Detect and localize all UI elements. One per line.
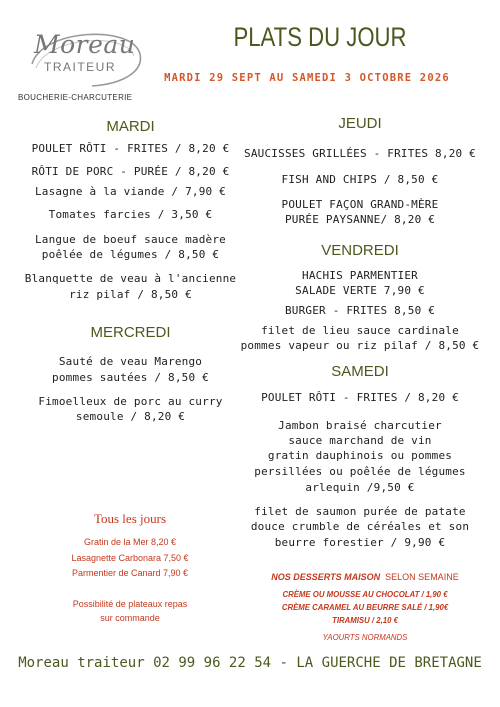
dessert-item: CRÈME CARAMEL AU BEURRE SALÉ / 1,90€ bbox=[281, 603, 449, 612]
dish: pommes sautées / 8,50 € bbox=[52, 371, 209, 384]
dish: POULET RÔTI - FRITES / 8,20 € bbox=[261, 391, 459, 404]
dish: PURÉE PAYSANNE/ 8,20 € bbox=[284, 213, 436, 226]
dish: POULET FAÇON GRAND-MÈRE bbox=[281, 198, 439, 211]
desserts-subtitle: SELON SEMAINE bbox=[385, 572, 459, 582]
dish: SAUCISSES GRILLÉES - FRITES 8,20 € bbox=[244, 147, 476, 160]
logo-tagline: BOUCHERIE-CHARCUTERIE bbox=[18, 93, 133, 102]
dish: douce crumble de céréales et son bbox=[250, 520, 470, 533]
dish: POULET RÔTI - FRITES / 8,20 € bbox=[31, 142, 230, 155]
day-heading-mercredi: MERCREDI bbox=[90, 324, 171, 341]
dish: riz pilaf / 8,50 € bbox=[69, 288, 192, 301]
dessert-extra: YAOURTS NORMANDS bbox=[322, 633, 408, 642]
footer-contact: Moreau traiteur 02 99 96 22 54 - LA GUERCHE DE BRETAGNE bbox=[18, 655, 482, 671]
dish: Lasagne à la viande / 7,90 € bbox=[34, 185, 227, 198]
dessert-item: CRÈME OU MOUSSE AU CHOCOLAT / 1,90 € bbox=[282, 590, 448, 599]
dish: filet de saumon purée de patate bbox=[254, 505, 466, 518]
page-title: PLATS DU JOUR bbox=[233, 22, 407, 52]
dish: beurre forestier / 9,90 € bbox=[274, 536, 446, 549]
dish: BURGER - FRITES 8,50 € bbox=[284, 304, 436, 317]
dish: RÔTI DE PORC - PURÉE / 8,20 € bbox=[31, 165, 230, 178]
dish: Sauté de veau Marengo bbox=[58, 355, 203, 368]
dish: sauce marchand de vin bbox=[288, 434, 432, 447]
desserts-title: NOS DESSERTS MAISON bbox=[271, 572, 381, 582]
dish: SALADE VERTE 7,90 € bbox=[295, 284, 425, 297]
logo-sub: TRAITEUR bbox=[44, 60, 116, 74]
dessert-item: TIRAMISU / 2,10 € bbox=[332, 616, 398, 625]
dish: gratin dauphinois ou pommes bbox=[267, 449, 453, 462]
dish: semoule / 8,20 € bbox=[75, 410, 186, 423]
dish: Jambon braisé charcutier bbox=[278, 419, 442, 432]
day-heading-vendredi: VENDREDI bbox=[321, 242, 399, 259]
plateaux-note: Possibilité de plateaux repas bbox=[72, 599, 188, 609]
desserts-heading bbox=[230, 572, 500, 582]
dish: arlequin /9,50 € bbox=[305, 481, 415, 494]
dish: Blanquette de veau à l'ancienne bbox=[24, 272, 237, 285]
dish: FISH AND CHIPS / 8,50 € bbox=[281, 173, 439, 186]
day-heading-jeudi: JEUDI bbox=[338, 115, 382, 132]
date-range: MARDI 29 SEPT AU SAMEDI 3 OCTOBRE 2026 bbox=[164, 72, 450, 84]
day-heading-samedi: SAMEDI bbox=[331, 363, 389, 380]
plateaux-note: sur commande bbox=[100, 613, 160, 623]
dish: HACHIS PARMENTIER bbox=[302, 269, 418, 282]
dish: pommes vapeur ou riz pilaf / 8,50 € bbox=[240, 339, 480, 352]
day-heading-mardi: MARDI bbox=[106, 118, 155, 135]
daily-item: Lasagnette Carbonara 7,50 € bbox=[71, 553, 189, 563]
dish: Fimoelleux de porc au curry bbox=[38, 395, 223, 408]
logo-name: Moreau bbox=[34, 30, 136, 59]
dish: filet de lieu sauce cardinale bbox=[261, 324, 459, 337]
dish: poêlée de légumes / 8,50 € bbox=[41, 248, 220, 261]
tous-les-jours-heading: Tous les jours bbox=[93, 511, 167, 526]
daily-item: Parmentier de Canard 7,90 € bbox=[71, 568, 189, 578]
dish: persillées ou poêlée de légumes bbox=[254, 465, 466, 478]
dish: Langue de boeuf sauce madère bbox=[34, 233, 227, 246]
dish: Tomates farcies / 3,50 € bbox=[48, 208, 213, 221]
daily-item: Gratin de la Mer 8,20 € bbox=[83, 537, 177, 547]
